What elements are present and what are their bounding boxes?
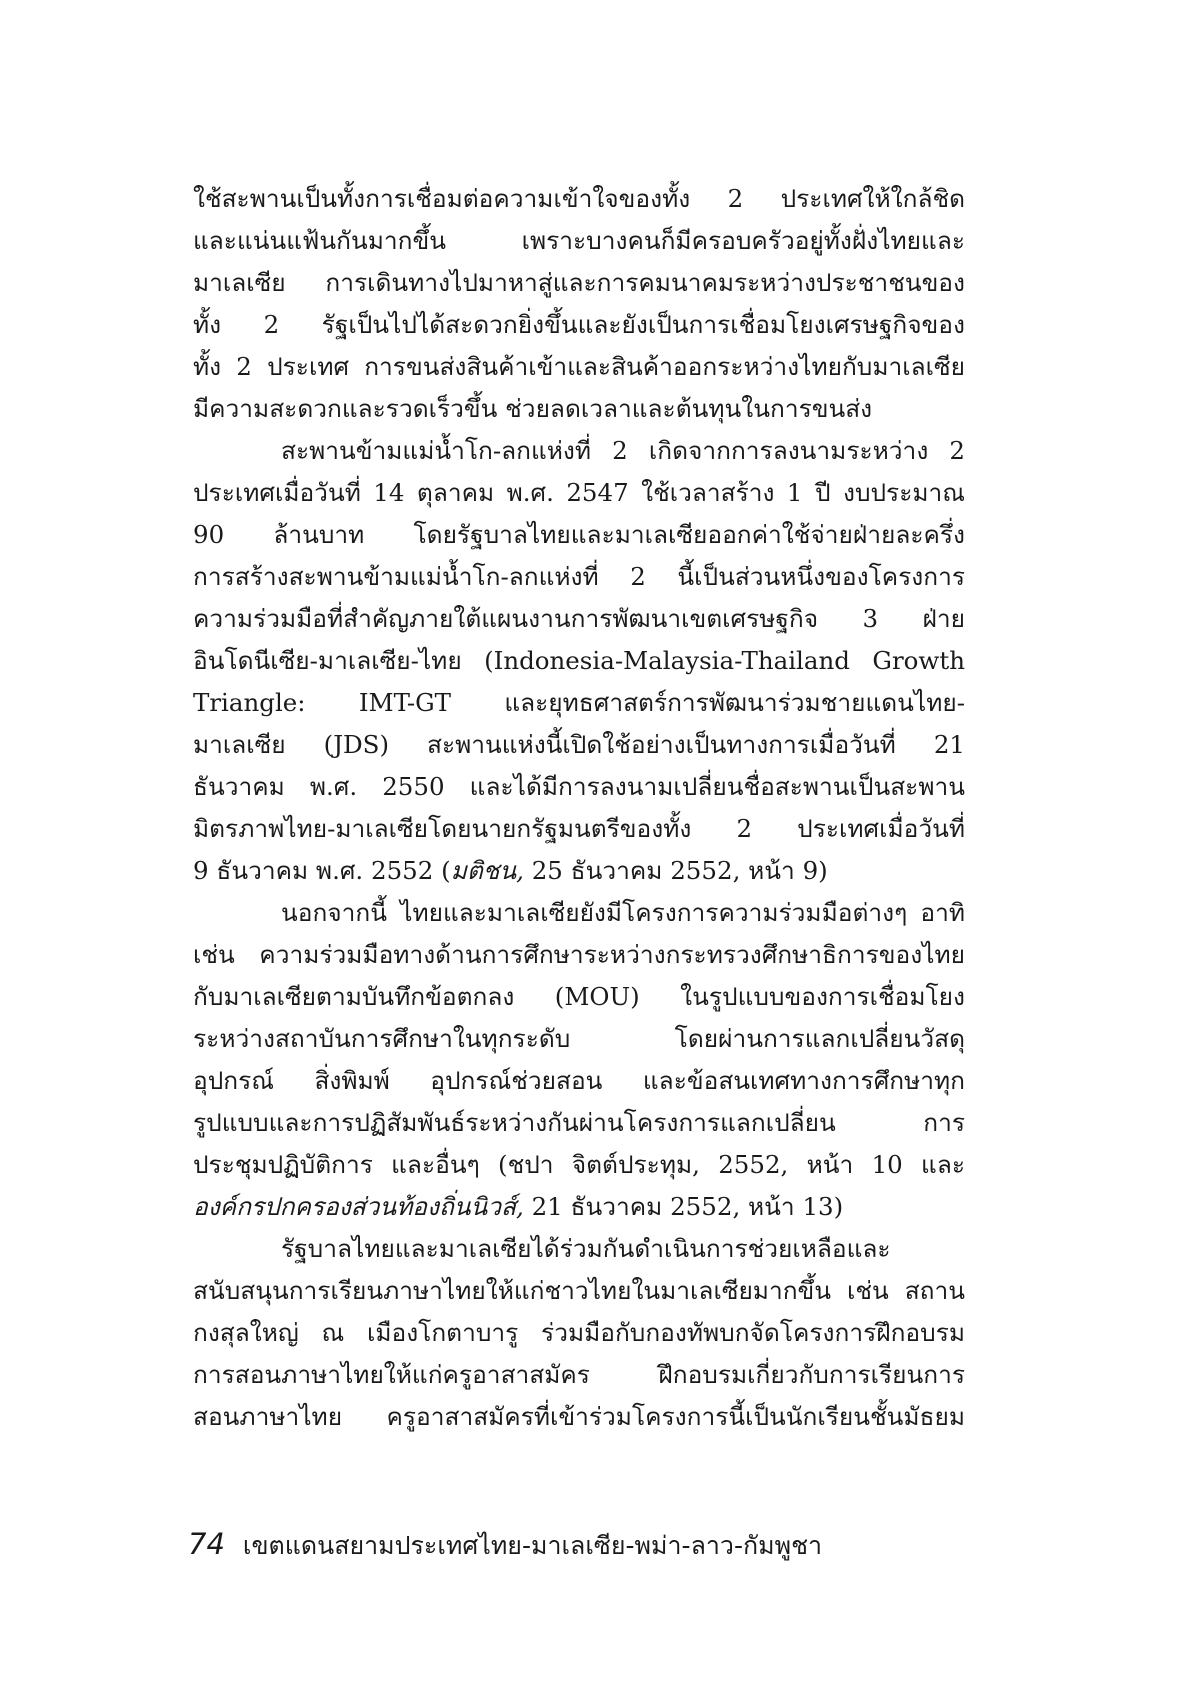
- citation-line: [193, 850, 965, 892]
- page-footer: [188, 1524, 822, 1564]
- text-line: อินโดนีเซีย-มาเลเซีย-ไทย (Indonesia-Malaysia-Thailand Growth: [193, 646, 965, 675]
- text-line: ความร่วมมือที่สำคัญภายใต้แผนงานการพัฒนาเขตเศรษฐกิจ 3 ฝ่าย: [193, 604, 965, 633]
- text-line: มิตรภาพไทย-มาเลเซียโดยนายกรัฐมนตรีของทั้ง 2 ประเทศเมื่อวันที่: [193, 814, 965, 843]
- text-line: ระหว่างสถาบันการศึกษาในทุกระดับ โดยผ่านการแลกเปลี่ยนวัสดุ: [193, 1024, 965, 1053]
- text-line: กงสุลใหญ่ ณ เมืองโกตาบารู ร่วมมือกับกองทัพบกจัดโครงการฝึกอบรม: [193, 1318, 965, 1347]
- text-line: ประเทศเมื่อวันที่ 14 ตุลาคม พ.ศ. 2547 ใช้เวลาสร้าง 1 ปี งบประมาณ: [193, 478, 965, 507]
- citation-line: [193, 1186, 965, 1228]
- citation-suffix: 21 ธันวาคม 2552, หน้า 13): [523, 1192, 844, 1221]
- text-line: เช่น ความร่วมมือทางด้านการศึกษาระหว่างกระทรวงศึกษาธิการของไทย: [193, 940, 965, 969]
- text-line: อุปกรณ์ สิ่งพิมพ์ อุปกรณ์ช่วยสอน และข้อสนเทศทางการศึกษาทุก: [193, 1066, 965, 1095]
- text-line: มีความสะดวกและรวดเร็วขึ้น ช่วยลดเวลาและต้นทุนในการขนส่ง: [193, 394, 873, 423]
- text-line: สอนภาษาไทย ครูอาสาสมัครที่เข้าร่วมโครงการนี้เป็นนักเรียนชั้นมัธยม: [193, 1402, 965, 1431]
- text-line: รูปแบบและการปฏิสัมพันธ์ระหว่างกันผ่านโครงการแลกเปลี่ยน การ: [193, 1108, 965, 1137]
- text-line: สะพานข้ามแม่น้ำโก-ลกแห่งที่ 2 เกิดจากการลงนามระหว่าง 2: [281, 436, 965, 465]
- text-line: และแน่นแฟ้นกันมากขึ้น เพราะบางคนก็มีครอบครัวอยู่ทั้งฝั่งไทยและ: [193, 226, 965, 255]
- citation-suffix: 25 ธันวาคม 2552, หน้า 9): [523, 856, 828, 885]
- text-line: การสอนภาษาไทยให้แก่ครูอาสาสมัคร ฝึกอบรมเกี่ยวกับการเรียนการ: [193, 1360, 965, 1389]
- text-line: 90 ล้านบาท โดยรัฐบาลไทยและมาเลเซียออกค่าใช้จ่ายฝ่ายละครึ่ง: [193, 520, 965, 549]
- running-title: เขตแดนสยามประเทศไทย-มาเลเซีย-พม่า-ลาว-กัมพูชา: [242, 1531, 823, 1560]
- text-line: Triangle: IMT-GT และยุทธศาสตร์การพัฒนาร่วมชายแดนไทย-: [193, 688, 965, 717]
- text-line: ทั้ง 2 รัฐเป็นไปได้สะดวกยิ่งขึ้นและยังเป็นการเชื่อมโยงเศรษฐกิจของ: [193, 310, 965, 339]
- text-line: ประชุมปฏิบัติการ และอื่นๆ (ชปา จิตต์ประทุม, 2552, หน้า 10 และ: [193, 1150, 965, 1179]
- text-line: มาเลเซีย (JDS) สะพานแห่งนี้เปิดใช้อย่างเป็นทางการเมื่อวันที่ 21: [193, 730, 965, 759]
- text-line: ธันวาคม พ.ศ. 2550 และได้มีการลงนามเปลี่ยนชื่อสะพานเป็นสะพาน: [193, 772, 965, 801]
- text-line: รัฐบาลไทยและมาเลเซียได้ร่วมกันดำเนินการช่วยเหลือและ: [281, 1234, 891, 1263]
- citation-source: องค์กรปกครองส่วนท้องถิ่นนิวส์,: [193, 1192, 524, 1221]
- citation-prefix: 9 ธันวาคม พ.ศ. 2552 (: [193, 856, 451, 885]
- text-line: มาเลเซีย การเดินทางไปมาหาสู่และการคมนาคมระหว่างประชาชนของ: [193, 268, 965, 297]
- text-line: กับมาเลเซียตามบันทึกข้อตกลง (MOU) ในรูปแบบของการเชื่อมโยง: [193, 982, 965, 1011]
- text-line: การสร้างสะพานข้ามแม่น้ำโก-ลกแห่งที่ 2 นี้เป็นส่วนหนึ่งของโครงการ: [193, 562, 965, 591]
- text-line: นอกจากนี้ ไทยและมาเลเซียยังมีโครงการความร่วมมือต่างๆ อาทิ: [281, 898, 965, 927]
- text-line: ใช้สะพานเป็นทั้งการเชื่อมต่อความเข้าใจของทั้ง 2 ประเทศให้ใกล้ชิด: [193, 184, 965, 213]
- citation-source: มติชน,: [450, 856, 524, 885]
- text-line: ทั้ง 2 ประเทศ การขนส่งสินค้าเข้าและสินค้าออกระหว่างไทยกับมาเลเซีย: [193, 352, 965, 381]
- page-number: 74: [188, 1527, 225, 1561]
- page-body: [193, 178, 965, 1438]
- text-line: สนับสนุนการเรียนภาษาไทยให้แก่ชาวไทยในมาเลเซียมากขึ้น เช่น สถาน: [193, 1276, 965, 1305]
